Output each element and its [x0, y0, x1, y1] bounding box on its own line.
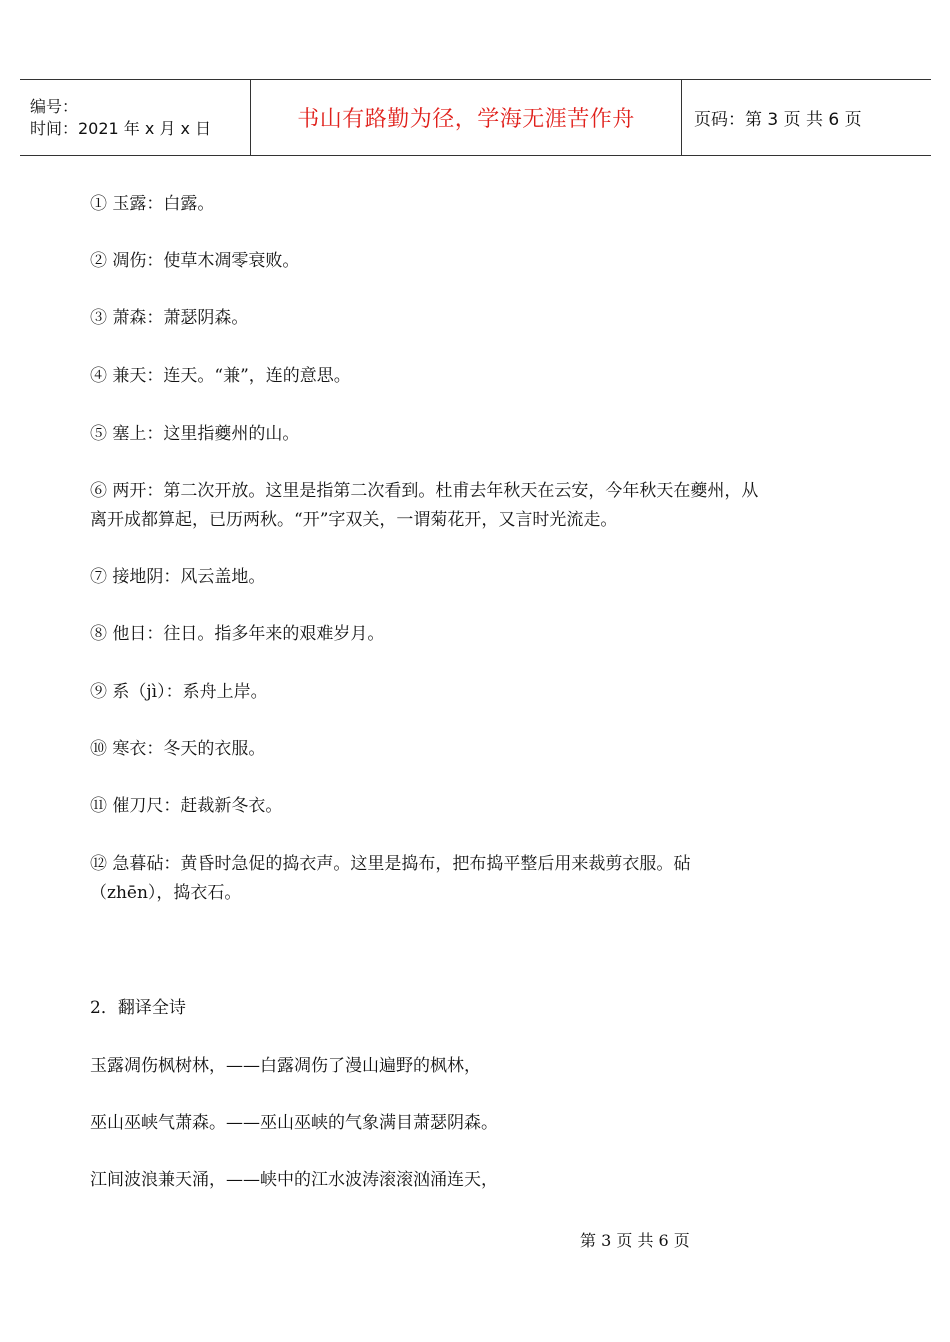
note-line: ⑩ 寒衣：冬天的衣服。	[90, 739, 266, 759]
page-footer: 第 3 页 共 6 页	[580, 1231, 690, 1250]
note-line: ② 凋伤：使草木凋零衰败。	[90, 251, 300, 271]
note-line: ③ 萧森：萧瑟阴森。	[90, 308, 249, 328]
note-line: ⑫ 急暮砧：黄昏时急促的捣衣声。这里是捣布，把布捣平整后用来裁剪衣服。砧	[90, 854, 691, 874]
note-line: ⑧ 他日：往日。指多年来的艰难岁月。	[90, 624, 385, 644]
header-page-code: 页码：第 3 页 共 6 页	[694, 110, 862, 130]
header-motto: 书山有路勤为径，学海无涯苦作舟	[251, 80, 682, 155]
document-date: 时间：2021 年 x 月 x 日	[30, 118, 212, 138]
note-line: ① 玉露：白露。	[90, 194, 215, 214]
header-meta	[20, 80, 251, 155]
note-line: ⑤ 塞上：这里指夔州的山。	[90, 424, 300, 444]
note-line: ⑪ 催刀尺：赶裁新冬衣。	[90, 796, 283, 816]
page-header	[20, 79, 931, 156]
document-number-label: 编号：	[30, 96, 79, 116]
section-title: 2．翻译全诗	[90, 998, 186, 1018]
note-line: 离开成都算起，已历两秋。“开”字双关，一谓菊花开，又言时光流走。	[90, 510, 618, 530]
note-line: ⑨ 系（jì）：系舟上岸。	[90, 682, 268, 702]
translation-line: 巫山巫峡气萧森。——巫山巫峡的气象满目萧瑟阴森。	[90, 1113, 498, 1133]
note-line: ④ 兼天：连天。“兼”，连的意思。	[90, 366, 351, 386]
note-line: ⑥ 两开：第二次开放。这里是指第二次看到。杜甫去年秋天在云安，今年秋天在夔州，从	[90, 481, 759, 501]
note-line: （zhēn），捣衣石。	[90, 883, 242, 903]
translation-line: 玉露凋伤枫树林，——白露凋伤了漫山遍野的枫林，	[90, 1056, 481, 1076]
note-line: ⑦ 接地阴：风云盖地。	[90, 567, 266, 587]
translation-line: 江间波浪兼天涌，——峡中的江水波涛滚滚汹涌连天，	[90, 1170, 498, 1190]
